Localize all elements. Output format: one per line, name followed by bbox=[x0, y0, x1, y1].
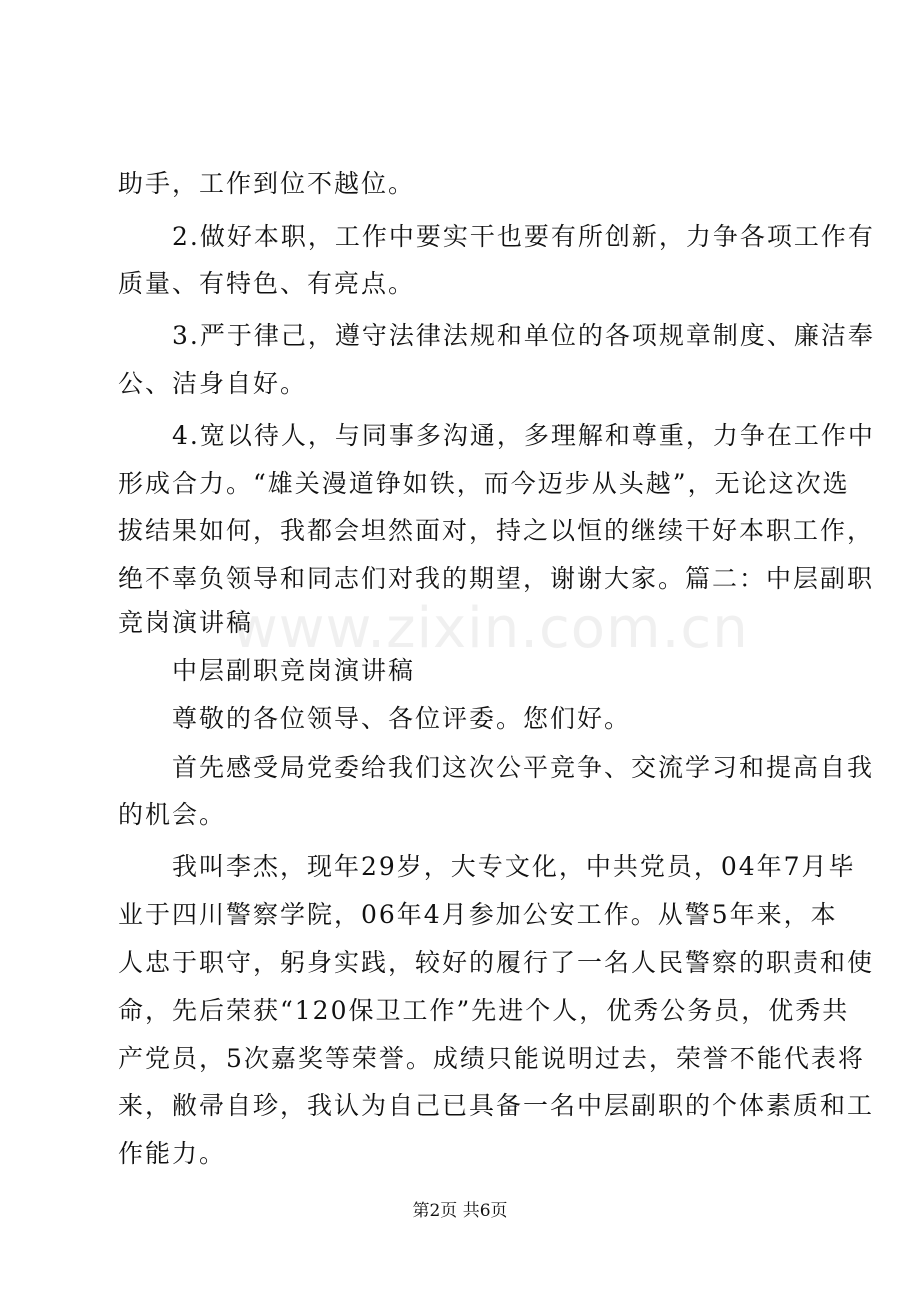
page-number-footer: 第2页 共6页 bbox=[412, 1201, 508, 1221]
text-line: 的机会。 bbox=[118, 800, 227, 829]
text-line: 4.宽以待人，与同事多沟通，多理解和尊重，力争在工作中 bbox=[172, 421, 875, 450]
text-line: 竞岗演讲稿 bbox=[118, 608, 254, 637]
text-line: 公、洁身自好。 bbox=[118, 369, 308, 398]
text-line: 人忠于职守，躬身实践，较好的履行了一名人民警察的职责和使 bbox=[118, 948, 875, 977]
text-line: 命，先后荣获“120保卫工作”先进个人，优秀公务员，优秀共 bbox=[118, 996, 850, 1025]
text-line: 质量、有特色、有亮点。 bbox=[118, 269, 416, 298]
watermark: www.zixin.com.cn bbox=[232, 596, 749, 661]
text-line: 形成合力。“雄关漫道铮如铁，而今迈步从头越”，无论这次选 bbox=[118, 469, 850, 498]
text-line: 尊敬的各位领导、各位评委。您们好。 bbox=[172, 704, 632, 733]
text-line: 绝不辜负领导和同志们对我的期望，谢谢大家。篇二：中层副职 bbox=[118, 564, 875, 593]
text-line: 业于四川警察学院，06年4月参加公安工作。从警5年来，本 bbox=[118, 900, 838, 929]
text-line: 3.严于律己，遵守法律法规和单位的各项规章制度、廉洁奉 bbox=[172, 321, 875, 350]
text-line: 作能力。 bbox=[118, 1139, 227, 1168]
text-line: 助手，工作到位不越位。 bbox=[118, 169, 416, 198]
text-line: 我叫李杰，现年29岁，大专文化，中共党员，04年7月毕 bbox=[172, 852, 856, 881]
text-line: 2.做好本职，工作中要实干也要有所创新，力争各项工作有 bbox=[172, 222, 875, 251]
text-line: 首先感受局党委给我们这次公平竞争、交流学习和提高自我 bbox=[172, 753, 875, 782]
text-line: 产党员，5次嘉奖等荣誉。成绩只能说明过去，荣誉不能代表将 bbox=[118, 1044, 865, 1073]
text-line: 来，敝帚自珍，我认为自己已具备一名中层副职的个体素质和工 bbox=[118, 1091, 875, 1120]
text-line: 拔结果如何，我都会坦然面对，持之以恒的继续干好本职工作， bbox=[118, 516, 875, 545]
text-line: 中层副职竞岗演讲稿 bbox=[172, 656, 416, 685]
